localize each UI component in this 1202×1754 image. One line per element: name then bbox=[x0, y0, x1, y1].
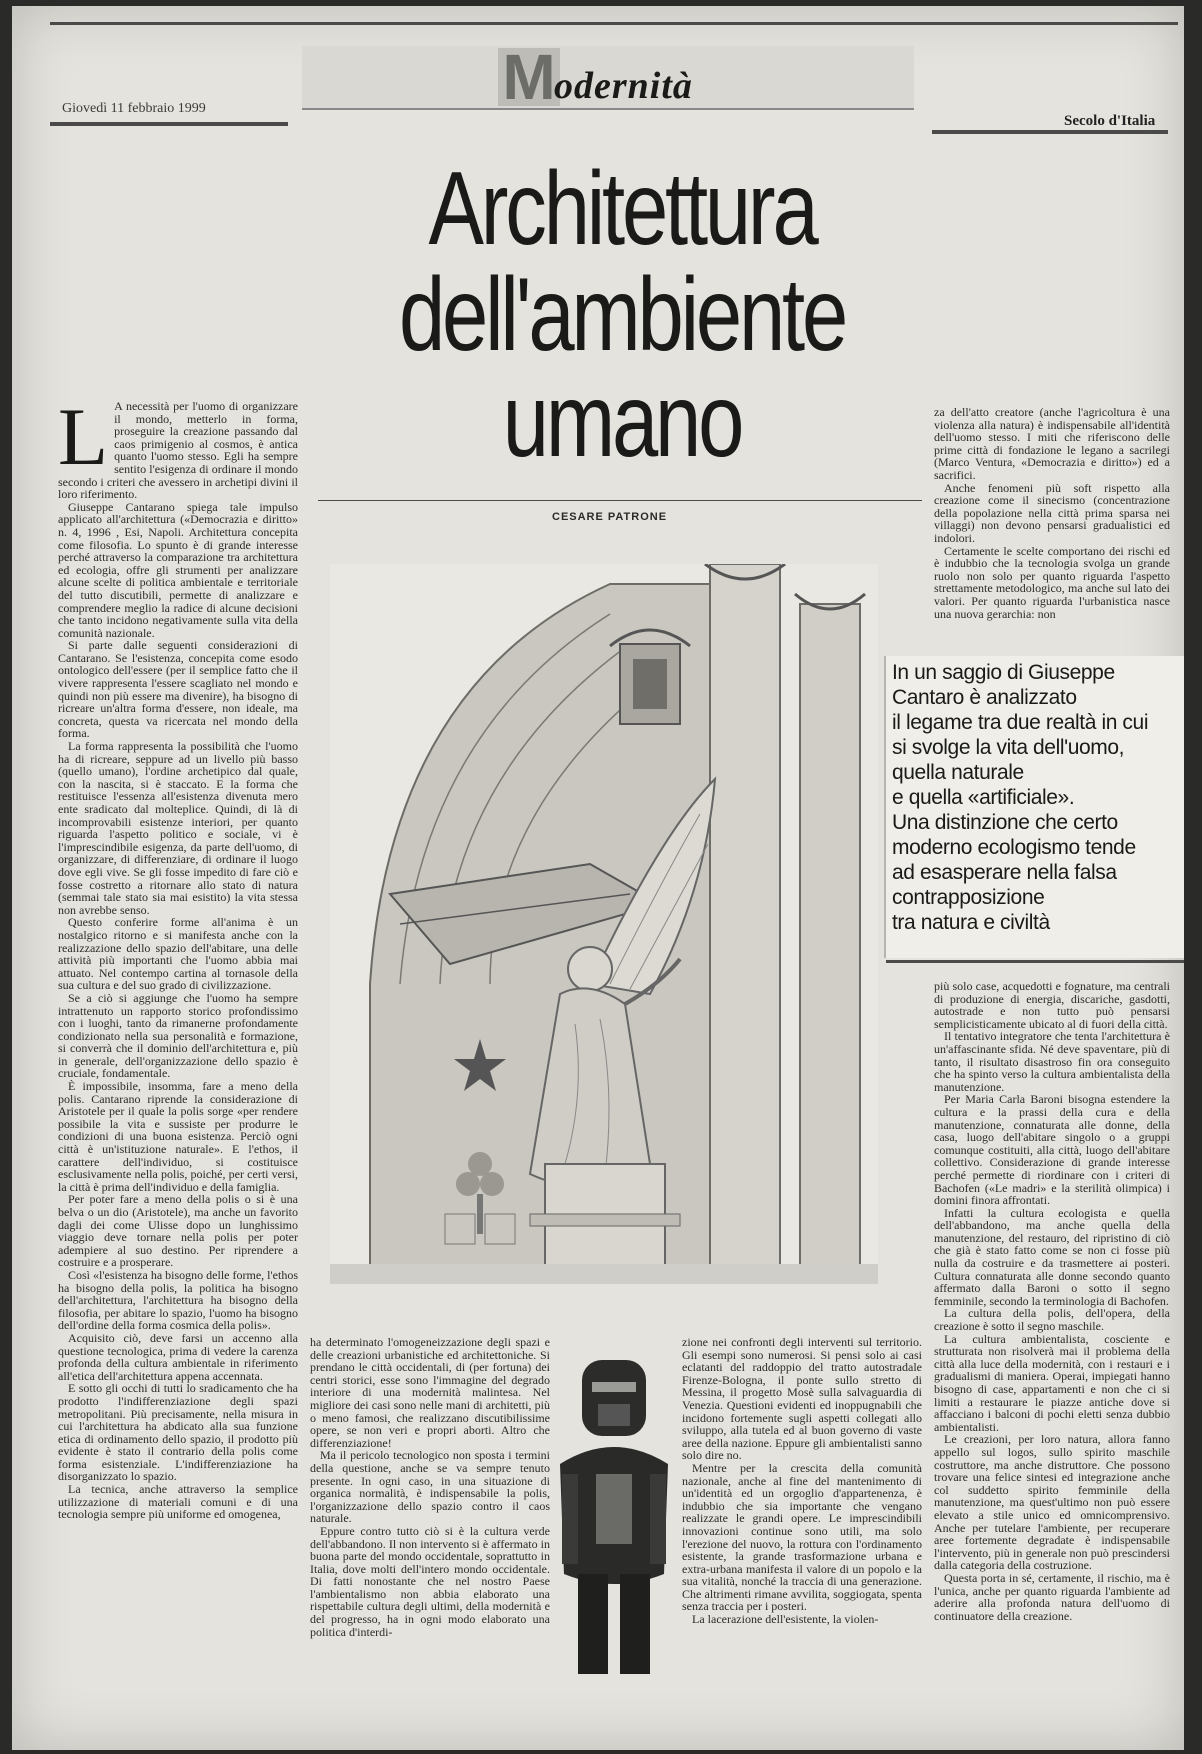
paragraph: La lacerazione dell'esistente, la violen- bbox=[692, 1612, 879, 1627]
headline-line-3: umano bbox=[502, 363, 742, 479]
paragraph: Questa porta in sé, certamente, il rischio, ma è l'unica, anche per quanto riguarda l'ambiente ad aderire alla profonda natura dell'uomo di continuatore della creazione. bbox=[934, 1570, 1170, 1623]
paragraph: A necessità per l'uomo di organizzare il mondo, metterlo in forma, proseguire la creazione passando dal caos primigenio al cosmos, è antica quanto l'uomo stesso. Egli ha sempre sentito l'esigenza di ordinare il mondo secondo i criteri che avessero in archetipi divini il loro riferimento. bbox=[58, 400, 298, 502]
paragraph: Per Maria Carla Baroni bisogna estendere la cultura e la prassi della cura e della manutenzione, connaturata alle donne, della casa, luogo dell'abitare singolo o a gruppi comunque costituiti, alla città, luogo dell'abitare collettivo. Considerazione di grande interesse perché permette di riordinare con i criteri di Bachofen («Le madri» e la sterilità olimpica) i domini finora affrontati. bbox=[934, 1092, 1170, 1208]
column-bottom-middle bbox=[682, 1336, 922, 1734]
pull-quote-line: Una distinzione che certo bbox=[892, 811, 1118, 834]
paragraph: Le creazioni, per loro natura, allora fanno appello sul logos, sullo spirito maschile costruttore, ma anche distruttore. Che possono trovare una felice sintesi ed integrazione anche col suddetto spirito femminile della manutenzione, ma quest'ultimo non può essere elevato a stile unico ed omnicomprensivo. Anche per tutelare l'ambiente, per recuperare aree fortemente degradate è indispensabile l'intervento, più in generale non può prescindersi dalla categoria della costruzione. bbox=[934, 1432, 1170, 1573]
headline-rule bbox=[318, 500, 922, 501]
pull-quote-line: il legame tra due realtà in cui bbox=[892, 711, 1149, 734]
pull-quote-line: In un saggio di Giuseppe bbox=[892, 661, 1115, 684]
section-initial: M bbox=[498, 48, 560, 106]
paragraph: Giuseppe Cantarano spiega tale impulso applicato all'architettura («Democrazia e diritto» n. 4, 1996 , Esi, Napoli. Architettura concepita come filosofia. Lo spunto è di grande interesse perché attraverso la comparazione tra architettura ed ecologia, offre gli strumenti per analizzare alcune scelte di politica ambientale e territoriale del tutto discutibili, permette di analizzare e comprendere meglio la radice di alcune decisioni che tanto incidono negativamente sulla vita della comunità nazionale. bbox=[58, 499, 298, 640]
paragraph: La forma rappresenta la possibilità che l'uomo ha di ricreare, seppure ad un livello più basso (quello umano), l'ordine archetipico dal quale, con la nascita, si è staccato. E la forma che restituisce l'essenza all'esistenza divenuta mero ente sradicato dal molteplice. Quindi, di là di incomprovabili esistenze interiori, per quanto riguarda l'aspetto politico e sociale, vi è l'imprescindibile esigenza, da parte dell'uomo, di organizzare, di differenziare, di ordinare il luogo dove egli vive. Se gli fosse impedito di fare ciò e fosse costretto a ritornare allo stato di natura (semmai tale stato sia mai esistito) la vita stessa non avrebbe senso. bbox=[58, 739, 298, 917]
pullquote-rule bbox=[886, 960, 1184, 963]
paragraph: Per poter fare a meno della polis o si è una belva o un dio (Aristotele), ma anche un favorito dagli dei come Ulisse dopo un lunghissimo viaggio deve tornare nella polis per poter adempiere al suo destino. Per riprendere a costruire e a prosperare. bbox=[58, 1192, 298, 1270]
left-header-rule bbox=[50, 122, 288, 126]
paragraph: Mentre per la crescita della comunità nazionale, anche al fine del mantenimento di un'identità ed un orgoglio d'appartenenza, è indubbio che sia importante che vengano realizzate le grandi opere. Le imprescindibili innovazioni continue sono utili, ma solo l'erezione del nuovo, la rottura con l'ordinamento esistente, la grande trasformazione urbana e extra-urbana manifesta il valore di un popolo e la sua vitalità, nonché la traccia di una generazione. Che altrimenti rimane avvilita, soggiogata, spenta senza traccia per i posteri. bbox=[682, 1460, 922, 1614]
paragraph: Anche fenomeni più soft rispetto alla creazione come il sinecismo (concentrazione della popolazione nella città prima sparsa nei villaggi) non devono pensarsi gradualistici ed indolori. bbox=[934, 480, 1170, 545]
pull-quote-line: Cantaro è analizzato bbox=[892, 686, 1077, 709]
robot-figure-illustration bbox=[552, 1354, 676, 1686]
paragraph: La cultura della polis, dell'opera, della creazione è sotto il segno maschile. bbox=[934, 1306, 1170, 1334]
pull-quote-line: moderno ecologismo tende bbox=[892, 836, 1136, 859]
paragraph: La tecnica, anche attraverso la semplice utilizzazione di materiali comuni e di una tecnologia sempre più uniforme ed omogenea, bbox=[58, 1482, 298, 1522]
top-rule bbox=[50, 22, 1178, 25]
column-right-top bbox=[934, 406, 1170, 644]
byline: CESARE PATRONE bbox=[552, 511, 668, 523]
section-banner bbox=[302, 41, 914, 113]
article-headline bbox=[374, 151, 870, 479]
paragraph: ha determinato l'omogeneizzazione degli spazi e delle creazioni urbanistiche ed architettoniche. Si prendano le città occidentali, di (per fortuna) dei centri storici, esse sono l'immagine del degrado interiore di una modernità malintesa. Nel migliore dei casi sono nelle mani di architetti, più o meno famosi, che realizzano discutibilissime opere, se non veri e propri aborti. Altro che differenziazione! bbox=[310, 1336, 550, 1450]
paragraph: za dell'atto creatore (anche l'agricoltura è una violenza alla natura) è indispensabile all'identità dell'uomo stesso. I miti che riferiscono delle prime città di fondazione le legano a sacrilegi (Marco Ventura, «Democrazia e diritto») ed a sacrifici. bbox=[934, 406, 1170, 482]
pull-quote-line: si svolge la vita dell'uomo, bbox=[892, 736, 1125, 759]
paragraph: Ma il pericolo tecnologico non sposta i termini della questione, anche se va sempre tenuto presente. In ogni caso, in una situazione di organica normalità, è indispensabile la polis, l'organizzazione dello spazio contro il caos naturale. bbox=[310, 1448, 550, 1526]
right-header-rule bbox=[932, 130, 1168, 134]
paragraph: Infatti la cultura ecologista e quella dell'abbandono, ma anche quella della manutenzione, del restauro, del ripristino di ciò che già è stato fatto come se non ci fosse più nulla da costruire e da trasmettere ai posteri. Cultura connaturata alle donne secondo quanto affermato dalla Baroni o sotto il segno femminile, secondo la terminologia di Bachofen. bbox=[934, 1205, 1170, 1308]
paragraph: Così «l'esistenza ha bisogno delle forme, l'ethos ha bisogno della polis, la politica ha bisogno dell'architettura, l'architettura ha bisogno della filosofia, per abitare lo spazio, l'uomo ha bisogno dell'ordine della forma cosmica della polis». bbox=[58, 1267, 298, 1333]
paragraph: Se a ciò si aggiunge che l'uomo ha sempre intrattenuto un rapporto storico profondissimo con i luoghi, tanto da rimanerne profondamente condizionato nella sua personalità e formazione, si converrà che il dominio dell'architettura e, più in generale, dell'organizzazione dello spazio è cruciale, fondamentale. bbox=[58, 990, 298, 1081]
drop-cap: L bbox=[58, 400, 109, 482]
pull-quote bbox=[884, 656, 1184, 958]
headline-line-1: Architettura bbox=[428, 151, 816, 267]
paragraph: zione nei confronti degli interventi sul territorio. Gli esempi sono numerosi. Si pensi solo ai casi eclatanti del raddoppio del tratto autostradale Firenze-Bologna, il ponte sullo stretto di Messina, il progetto Mosè sulla salvaguardia di Venezia. Questioni evidenti ed inoppugnabili che incidono fortemente sugli aspetti collegati allo sviluppo, alla tutela ed al buon governo di vaste aree della nazione. Eppure gli ambientalisti sanno solo dire no. bbox=[682, 1336, 922, 1463]
paragraph: La cultura ambientalista, cosciente e strutturata non risolverà mai il problema della città alla luce della modernità, con i restauri e i gradualismi di maniera. Operai, impiegati hanno bisogno di case, appartamenti e non che ci si limiti a restaurare le piazze antiche dove si affacciano i balconi di pochi eletti senza dubbio ambientalisti. bbox=[934, 1331, 1170, 1434]
paragraph: Il tentativo integratore che tenta l'architettura è un'affascinante sfida. Né deve spaventare, più di tanto, il risultato disastroso fin ora conseguito che ha spinto verso la cultura ambientalista della manutenzione. bbox=[934, 1029, 1170, 1094]
architecture-illustration bbox=[330, 564, 878, 1284]
section-title: odernità bbox=[554, 65, 693, 107]
paragraph: più solo case, acquedotti e fognature, ma centrali di produzione di energia, discariche, gasdotti, autostrade e non tutto può pensarsi semplicisticamente ubicato al di fuori della città. bbox=[934, 980, 1170, 1031]
paragraph: E sotto gli occhi di tutti lo sradicamento che ha prodotto l'indifferenziazione degli spazi metropolitani. Più precisamente, nella misura in cui l'architettura ha abdicato alla sua funzione etica di ordinamento dello spazio, il prodotto più evidente è stato il contrario della polis come forma esistenziale. L'indifferenziazione ha disorganizzato lo spazio. bbox=[58, 1381, 298, 1484]
pull-quote-line: ad esasperare nella falsa bbox=[892, 861, 1117, 884]
newspaper-page bbox=[12, 6, 1184, 1750]
paragraph: Questo conferire forme all'anima è un nostalgico ritorno e si manifesta anche con la realizzazione dello spazio dell'abitare, una delle attività più importanti che l'uomo abbia mai attuato. Nel contempo cartina al tornasole della sua cultura e del suo grado di civilizzazione. bbox=[58, 915, 298, 993]
paragraph: Eppure contro tutto ciò si è la cultura verde dell'abbandono. Il non intervento si è affermato in buona parte del mondo occidentale, soprattutto in Italia, dove molti dell'intero mondo occidentale. Di fatti nonostante che nel nostro Paese l'ambientalismo non abbia elaborato una rispettabile cultura degli ultimi, della modernità e del progresso, ha in ogni modo elaborato una politica d'interdi- bbox=[310, 1523, 550, 1639]
pull-quote-line: e quella «artificiale». bbox=[892, 786, 1075, 809]
column-left bbox=[58, 400, 298, 1740]
date-line: Giovedì 11 febbraio 1999 bbox=[62, 101, 206, 116]
paragraph: Certamente le scelte comportano dei rischi ed è indubbio che la tecnologia svolga un grande ruolo non solo per quanto riguarda l'aspetto strettamente metodologico, ma anche sul lato dei valori. Per quanto riguarda l'urbanistica nasce una nuova gerarchia: non bbox=[934, 543, 1170, 621]
paragraph: È impossibile, insomma, fare a meno della polis. Cantarano riprende la considerazione di Aristotele per il quale la polis sorge «per rendere possibile la vita e sussiste per produrre le condizioni di una buona esistenza. Perciò ogni città è un'istituzione naturale». E l'ethos, il carattere dell'individuo, si costituisce esclusivamente nella polis, poiché, per certi versi, la città è prima dell'individuo e della famiglia. bbox=[58, 1079, 298, 1194]
pull-quote-line: quella naturale bbox=[892, 761, 1024, 784]
pull-quote-line: contrapposizione bbox=[892, 886, 1045, 909]
column-right-bottom bbox=[934, 980, 1170, 1734]
paragraph: Si parte dalle seguenti considerazioni di Cantarano. Se l'esistenza, concepita come esodo ontologico dell'essere (per il semplice fatto che il vivere rappresenta l'essere scagliato nel mondo e quindi non più essere ma divenire), ha bisogno di ricreare un'altra forma d'essere, non ideale, ma concreta, questa va ricercata nel mondo della forma. bbox=[58, 638, 298, 741]
headline-line-2: dell'ambiente bbox=[398, 257, 846, 373]
pull-quote-line: tra natura e civiltà bbox=[892, 911, 1050, 934]
paragraph: Acquisito ciò, deve farsi un accenno alla questione tecnologica, prima di vedere la carenza profonda della cultura ambientale in riferimento all'etica dell'architettura appena accennata. bbox=[58, 1330, 298, 1383]
newspaper-name: Secolo d'Italia bbox=[1064, 113, 1156, 129]
column-bottom-left bbox=[310, 1336, 550, 1734]
